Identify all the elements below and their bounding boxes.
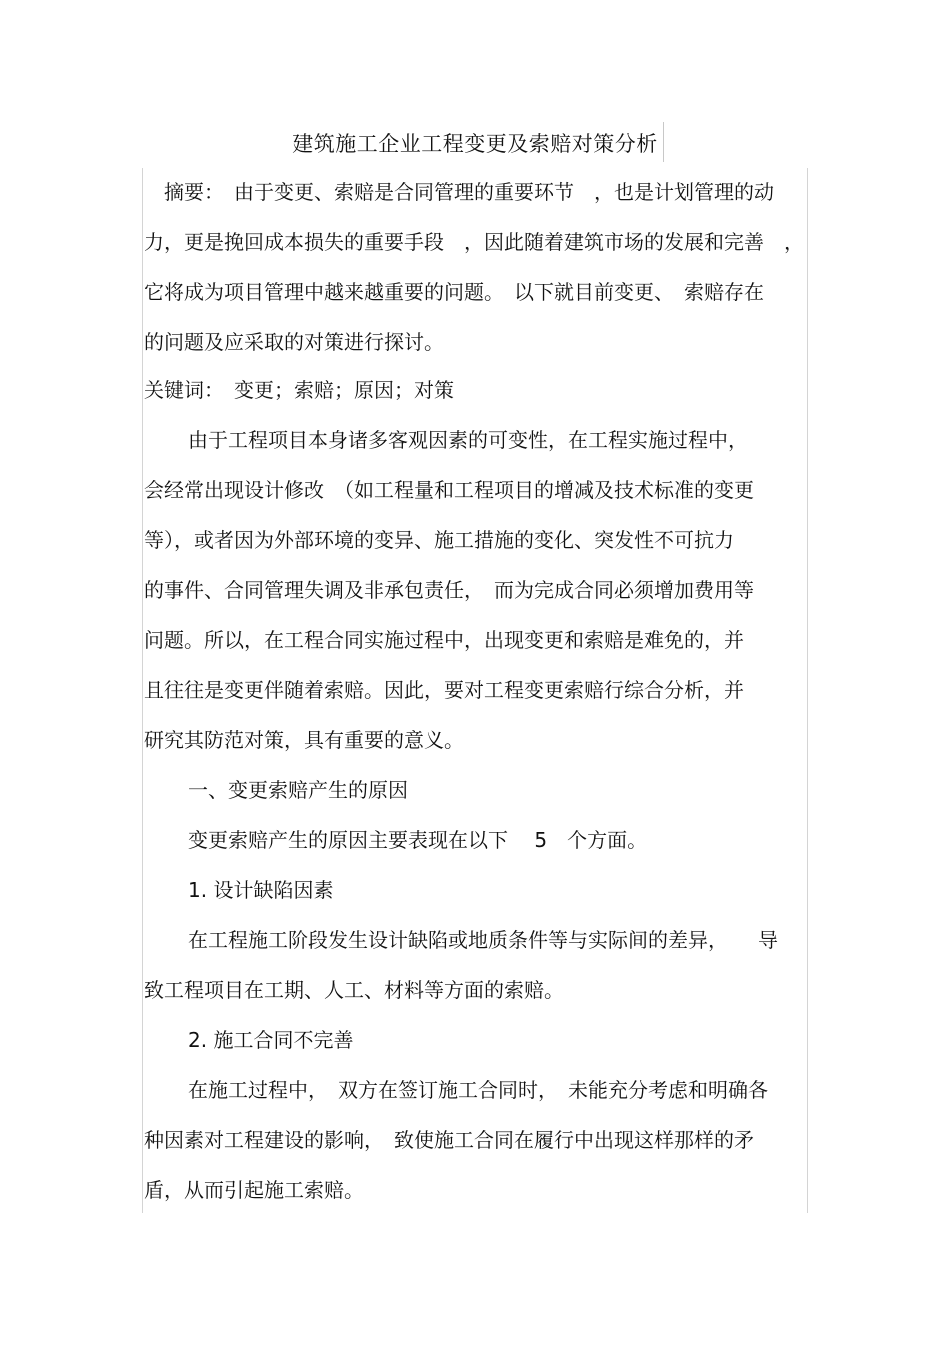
abstract-line-4: 的问题及应采取的对策进行探讨。 <box>144 330 444 354</box>
body-paragraph-line: 种因素对工程建设的影响， 致使施工合同在履行中出现这样那样的矛 <box>144 1128 754 1152</box>
subsection-heading: 1. 设计缺陷因素 <box>188 878 334 902</box>
body-paragraph-line: 致工程项目在工期、人工、材料等方面的索赔。 <box>144 978 564 1002</box>
body-paragraph-line: 研究其防范对策，具有重要的意义。 <box>144 728 464 752</box>
document-title: 建筑施工企业工程变更及索赔对策分析 <box>292 132 658 156</box>
title-divider <box>663 122 664 162</box>
body-paragraph-line: 在施工过程中， 双方在签订施工合同时， 未能充分考虑和明确各 <box>188 1078 768 1102</box>
keywords-line: 关键词： 变更；索赔；原因；对策 <box>144 378 454 402</box>
abstract-line-2: 力，更是挽回成本损失的重要手段 ，因此随着建筑市场的发展和完善 ， <box>144 230 804 254</box>
body-paragraph-line: 且往往是变更伴随着索赔。因此，要对工程变更索赔行综合分析，并 <box>144 678 744 702</box>
section-heading: 一、变更索赔产生的原因 <box>188 778 408 802</box>
body-paragraph-line: 在工程施工阶段发生设计缺陷或地质条件等与实际间的差异， 导 <box>188 928 778 952</box>
left-margin-rule <box>142 168 143 1213</box>
body-paragraph-line: 会经常出现设计修改 （如工程量和工程项目的增减及技术标准的变更 <box>144 478 754 502</box>
section-intro: 变更索赔产生的原因主要表现在以下 5 个方面。 <box>188 828 648 852</box>
body-paragraph-line: 盾，从而引起施工索赔。 <box>144 1178 364 1202</box>
abstract-line-1: 摘要： 由于变更、索赔是合同管理的重要环节 ，也是计划管理的动 <box>144 180 774 204</box>
right-margin-rule <box>807 168 808 1213</box>
body-paragraph-line: 的事件、合同管理失调及非承包责任， 而为完成合同必须增加费用等 <box>144 578 754 602</box>
abstract-line-3: 它将成为项目管理中越来越重要的问题。 以下就目前变更、 索赔存在 <box>144 280 764 304</box>
body-paragraph-line: 由于工程项目本身诸多客观因素的可变性，在工程实施过程中， <box>188 428 748 452</box>
subsection-heading: 2. 施工合同不完善 <box>188 1028 354 1052</box>
body-paragraph-line: 问题。所以，在工程合同实施过程中，出现变更和索赔是难免的，并 <box>144 628 744 652</box>
body-paragraph-line: 等），或者因为外部环境的变异、施工措施的变化、突发性不可抗力 <box>144 528 734 552</box>
